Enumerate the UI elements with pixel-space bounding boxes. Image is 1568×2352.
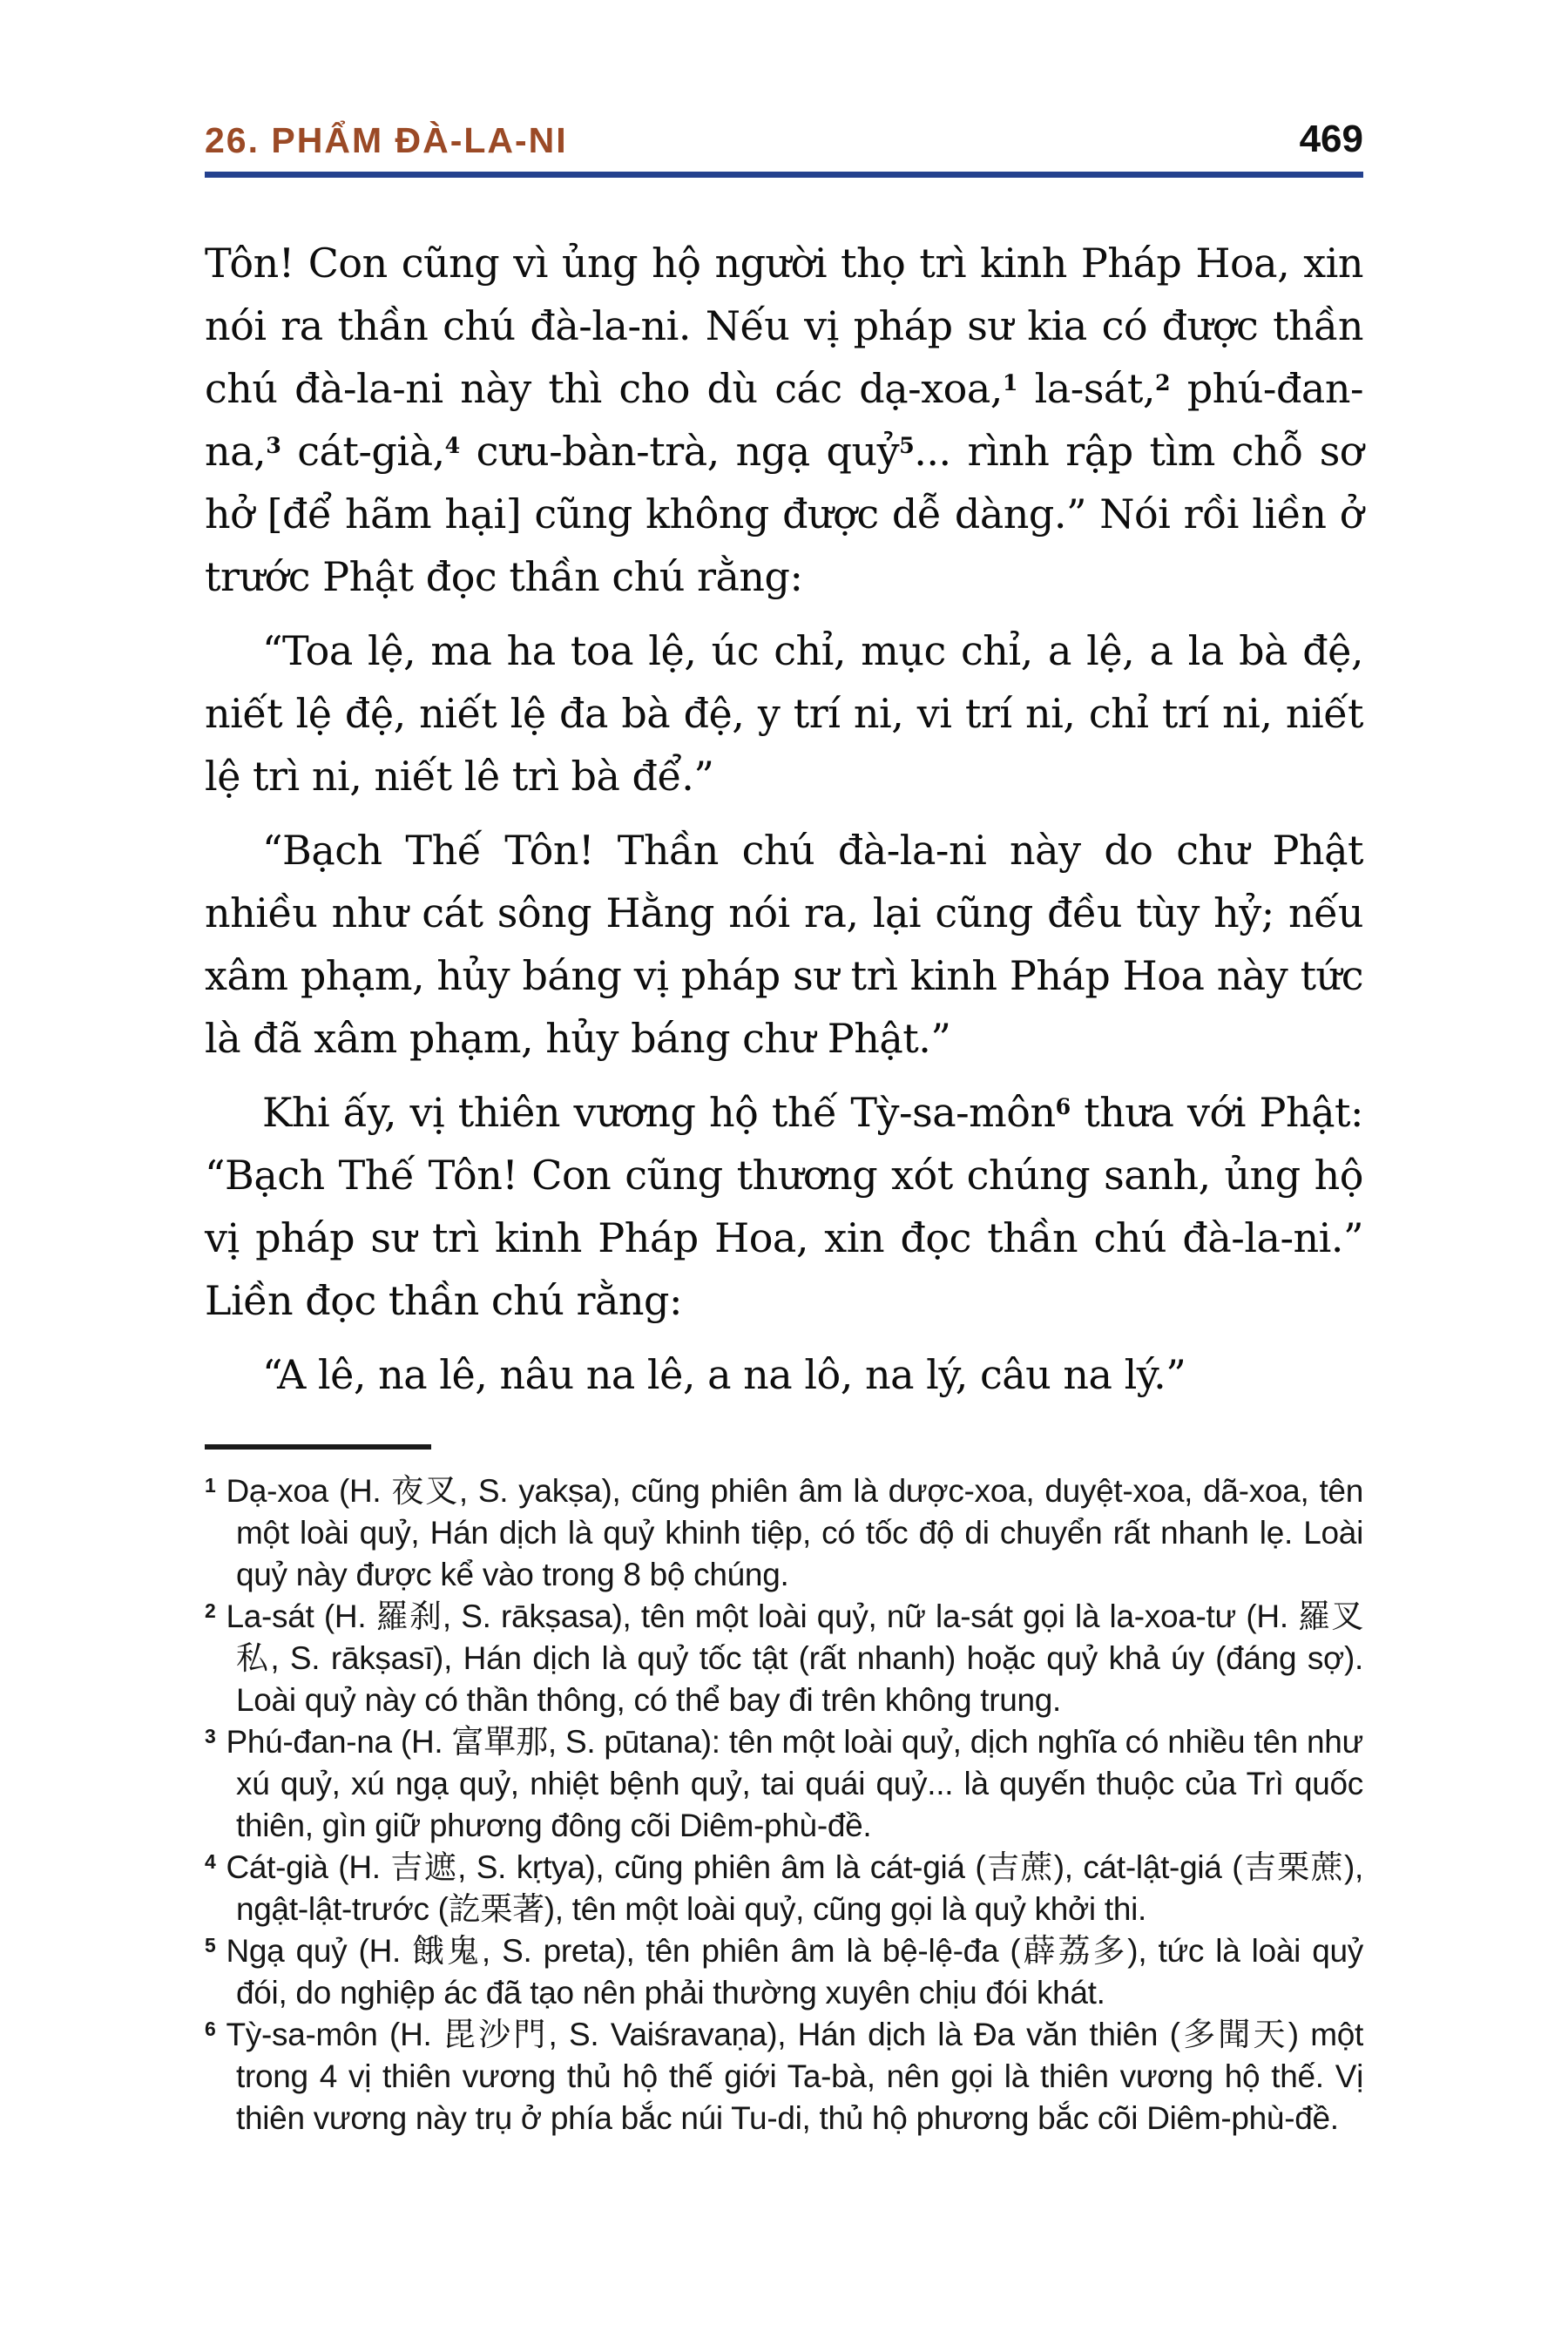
footnote-item: $^5$ Ngạ quỷ (H. 餓鬼, S. preta), tên phiên âm là bệ-lệ-đa (薜荔多), tức là loài quỷ đói, do nghiệp ác đã tạo nên phải thường xuyên chịu đói khát.: [205, 1933, 1363, 2011]
footnote-item: $^4$ Cát-già (H. 吉遮, S. kṛtya), cũng phiên âm là cát-giá (吉蔗), cát-lật-giá (吉栗蔗), ngật-lật-trước (訖栗著), tên một loài quỷ, cũng gọi là quỷ khởi thi.: [205, 1849, 1363, 1927]
page-number: 469: [1299, 118, 1363, 160]
header-rule: [205, 172, 1363, 178]
footnote-ref: 2: [1154, 369, 1171, 396]
footnotes: [205, 1470, 1363, 2139]
paragraph: “Toa lệ, ma ha toa lệ, úc chỉ, mục chỉ, a lệ, a la bà đệ, niết lệ đệ, niết lệ đa bà đệ, y trí ni, vi trí ni, chỉ trí ni, niết lệ trì ni, niết lê trì bà để.”: [205, 627, 1363, 800]
footnote-ref: 6: [1055, 1093, 1071, 1120]
footnote-number: 5: [205, 1933, 216, 1957]
paragraph: “Bạch Thế Tôn! Thần chú đà-la-ni này do chư Phật nhiều như cát sông Hằng nói ra, lại cũng đều tùy hỷ; nếu xâm phạm, hủy báng vị pháp sư trì kinh Pháp Hoa này tức là đã xâm phạm, hủy báng chư Phật.”: [205, 827, 1363, 1062]
body-text: [205, 232, 1363, 1417]
paragraph: Tôn! Con cũng vì ủng hộ người thọ trì kinh Pháp Hoa, xin nói ra thần chú đà-la-ni. Nếu vị pháp sư kia có được thần chú đà-la-ni này thì cho dù các dạ-xoa,$^1$ la-sát,$^2$ phú-đan-na,$^3$ cát-già,$^4$ cưu-bàn-trà, ngạ quỷ$^5$... rình rập tìm chỗ sơ hở [để hãm hại] cũng không được dễ dàng.” Nói rồi liền ở trước Phật đọc thần chú rằng:: [205, 240, 1363, 600]
footnote-item: $^1$ Dạ-xoa (H. 夜叉, S. yakṣa), cũng phiên âm là dược-xoa, duyệt-xoa, dã-xoa, tên một loài quỷ, Hán dịch là quỷ khinh tiệp, có tốc độ di chuyển rất nhanh lẹ. Loài quỷ này được kể vào trong 8 bộ chúng.: [205, 1473, 1363, 1592]
footnote-item: $^6$ Tỳ-sa-môn (H. 毘沙門, S. Vaiśravaṇa), Hán dịch là Đa văn thiên (多聞天) một trong 4 vị thiên vương thủ hộ thế giới Ta-bà, nên gọi là thiên vương hộ thế. Vị thiên vương này trụ ở phía bắc núi Tu-di, thủ hộ phương bắc cõi Diêm-phù-đề.: [205, 2017, 1363, 2136]
footnote-number: 2: [205, 1598, 216, 1622]
footnote-number: 3: [205, 1724, 216, 1747]
paragraph: “A lê, na lê, nâu na lê, a na lô, na lý, câu na lý.”: [262, 1351, 1186, 1398]
footnote-number: 6: [205, 2017, 216, 2040]
footnote-ref: 3: [266, 432, 281, 459]
footnote-separator: [205, 1444, 431, 1450]
footnote-item: $^3$ Phú-đan-na (H. 富單那, S. pūtana): tên một loài quỷ, dịch nghĩa có nhiều tên như xú quỷ, xú ngạ quỷ, nhiệt bệnh quỷ, tai quái quỷ... là quyến thuộc của Trì quốc thiên, gìn giữ phương đông cõi Diêm-phù-đề.: [205, 1724, 1363, 1843]
footnote-item: $^2$ La-sát (H. 羅刹, S. rākṣasa), tên một loài quỷ, nữ la-sát gọi là la-xoa-tư (H. 羅叉私, S. rākṣasī), Hán dịch là quỷ tốc tật (rất nhanh) hoặc quỷ khả úy (đáng sợ). Loài quỷ này có thần thông, có thể bay đi trên không trung.: [205, 1598, 1363, 1718]
running-head: [205, 120, 1363, 159]
chapter-title: 26. PHẨM ĐÀ-LA-NI: [205, 120, 568, 160]
footnote-number: 4: [205, 1849, 216, 1873]
paragraph: Khi ấy, vị thiên vương hộ thế Tỳ-sa-môn$^6$ thưa với Phật: “Bạch Thế Tôn! Con cũng thương xót chúng sanh, ủng hộ vị pháp sư trì kinh Pháp Hoa, xin đọc thần chú đà-la-ni.” Liền đọc thần chú rằng:: [205, 1089, 1363, 1324]
footnote-number: 1: [205, 1473, 216, 1497]
footnote-ref: 1: [1002, 369, 1018, 396]
footnote-ref: 4: [444, 432, 460, 459]
footnote-ref: 5: [899, 432, 915, 459]
